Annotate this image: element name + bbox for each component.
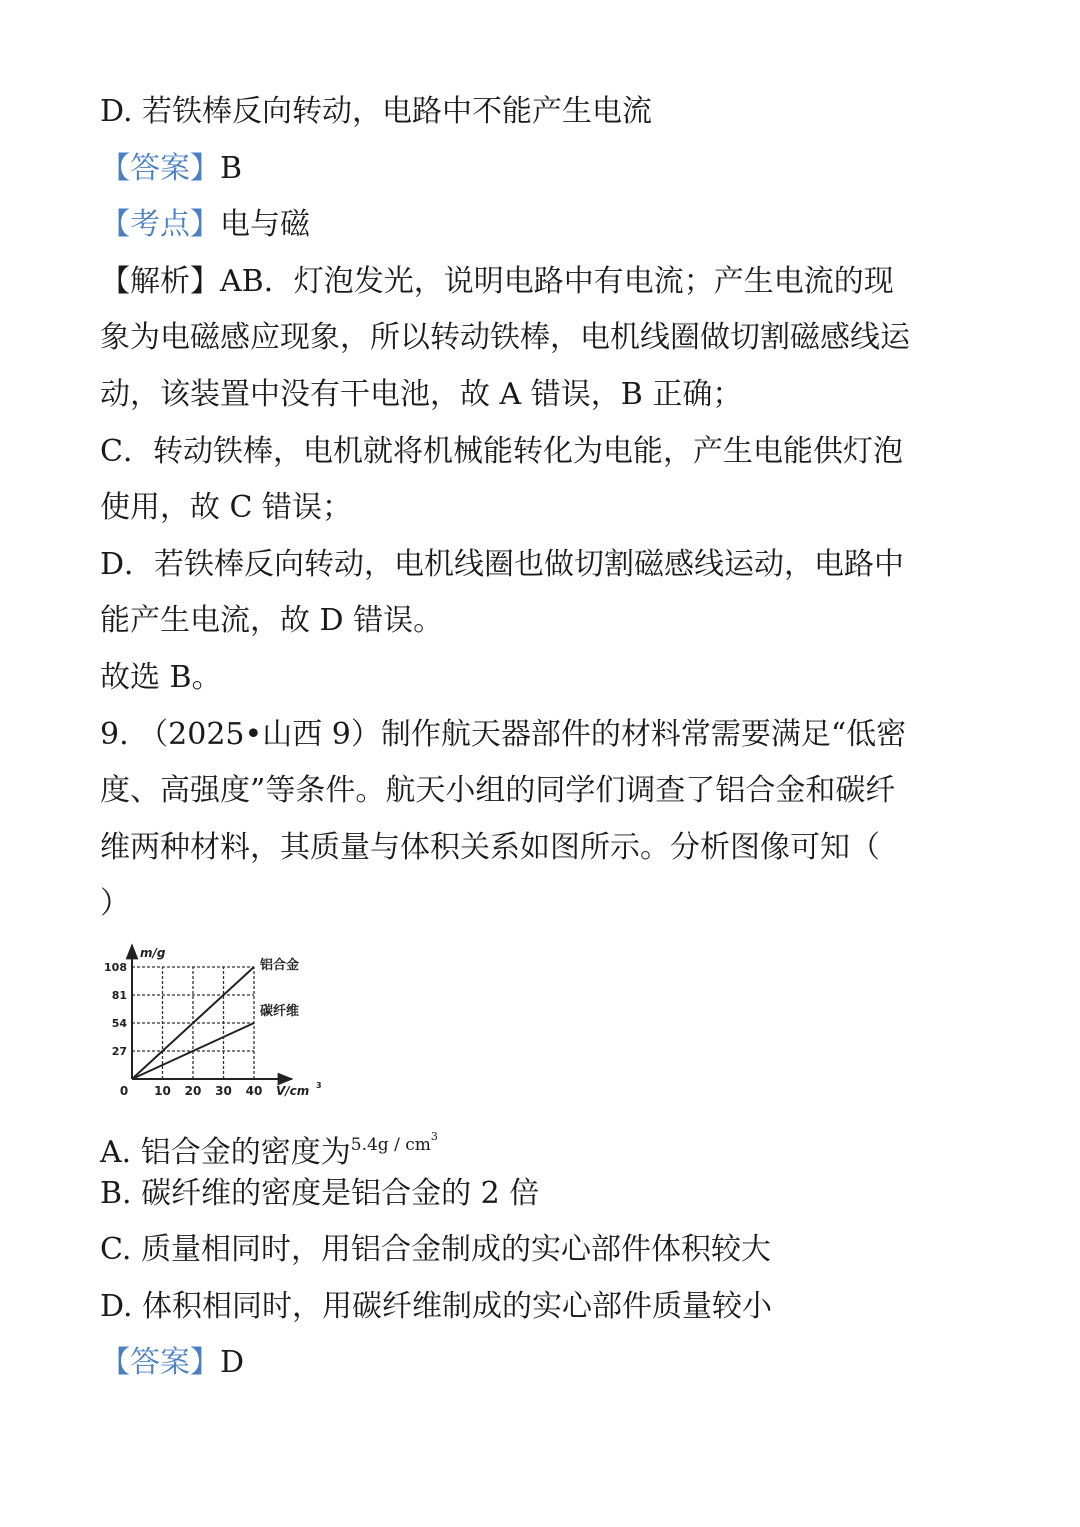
y-tick-label-81: 81	[111, 988, 127, 1002]
q8-conclusion: 故选 B。	[100, 659, 222, 695]
answer-value: B	[220, 150, 243, 186]
density-unit-exponent: 3	[430, 1129, 438, 1143]
q9-stem-line-3: 维两种材料，其质量与体积关系如图所示。分析图像可知（	[100, 829, 880, 865]
q8-option-d: D. 若铁棒反向转动，电路中不能产生电流	[100, 94, 653, 129]
topic-value: 电与磁	[220, 207, 310, 243]
q8-analysis-line-1	[100, 254, 1000, 311]
answer-tag: 【答案】	[100, 150, 220, 186]
q8-analysis-line-3: 动，该装置中没有干电池，故 A 错误，B 正确；	[100, 376, 743, 412]
topic-tag: 【考点】	[100, 207, 220, 243]
mass-volume-chart	[100, 939, 340, 1107]
density-value: 5.4g / cm	[350, 1134, 431, 1155]
q9-option-d: D. 体积相同时，用碳纤维制成的实心部件质量较小	[100, 1288, 773, 1324]
q8-analysis-line-2: 象为电磁感应现象，所以转动铁棒，电机线圈做切割磁感线运	[100, 320, 910, 356]
q8-answer-line	[100, 141, 1000, 198]
q9-stem-line-4: ）	[100, 886, 130, 922]
q8-analysis-line-6: D．若铁棒反向转动，电机线圈也做切割磁感线运动，电路中	[100, 546, 905, 582]
mass-volume-chart-svg	[100, 939, 340, 1107]
q8-topic-line	[100, 197, 1000, 254]
x-axis-label: V/cm	[276, 1083, 310, 1098]
origin-label: 0	[119, 1083, 129, 1098]
x-tick-label-40: 40	[245, 1083, 263, 1098]
analysis-tag: 【解析】	[100, 263, 220, 299]
q9-option-c: C. 质量相同时，用铝合金制成的实心部件体积较大	[100, 1232, 771, 1268]
series-label-1: 碳纤维	[260, 1003, 300, 1019]
q9-answer-line	[100, 1335, 1000, 1392]
q9-option-b: B. 碳纤维的密度是铝合金的 2 倍	[100, 1175, 540, 1211]
y-axis-label: m/g	[140, 945, 166, 960]
x-tick-label-20: 20	[184, 1083, 202, 1098]
q9-answer-tag: 【答案】	[100, 1345, 220, 1381]
q9-option-a	[100, 1109, 1000, 1170]
y-tick-label-108: 108	[104, 960, 127, 974]
y-tick-label-27: 27	[111, 1044, 127, 1058]
q8-analysis-line-4: C．转动铁棒，电机就将机械能转化为电能，产生电能供灯泡	[100, 433, 903, 469]
document-page	[100, 84, 1000, 1392]
q9-stem-line-1: 9. （2025•山西 9）制作航天器部件的材料常需要满足“低密	[100, 716, 907, 752]
q9-answer-value: D	[220, 1345, 245, 1381]
q8-analysis-line-7: 能产生电流，故 D 错误。	[100, 603, 444, 639]
x-axis-label-exponent: 3	[316, 1080, 322, 1090]
q9-option-a-prefix: A. 铝合金的密度为	[100, 1134, 351, 1170]
y-tick-label-54: 54	[111, 1016, 127, 1030]
x-tick-label-30: 30	[215, 1083, 232, 1098]
analysis-text: AB．灯泡发光，说明电路中有电流；产生电流的现	[220, 263, 894, 299]
q9-stem-line-2: 度、高强度”等条件。航天小组的同学们调查了铝合金和碳纤	[100, 773, 896, 809]
q9-option-a-value	[350, 1129, 438, 1155]
q8-analysis-line-5: 使用，故 C 错误；	[100, 490, 353, 526]
x-tick-label-10: 10	[154, 1083, 171, 1098]
series-label-0: 铝合金	[260, 957, 300, 973]
